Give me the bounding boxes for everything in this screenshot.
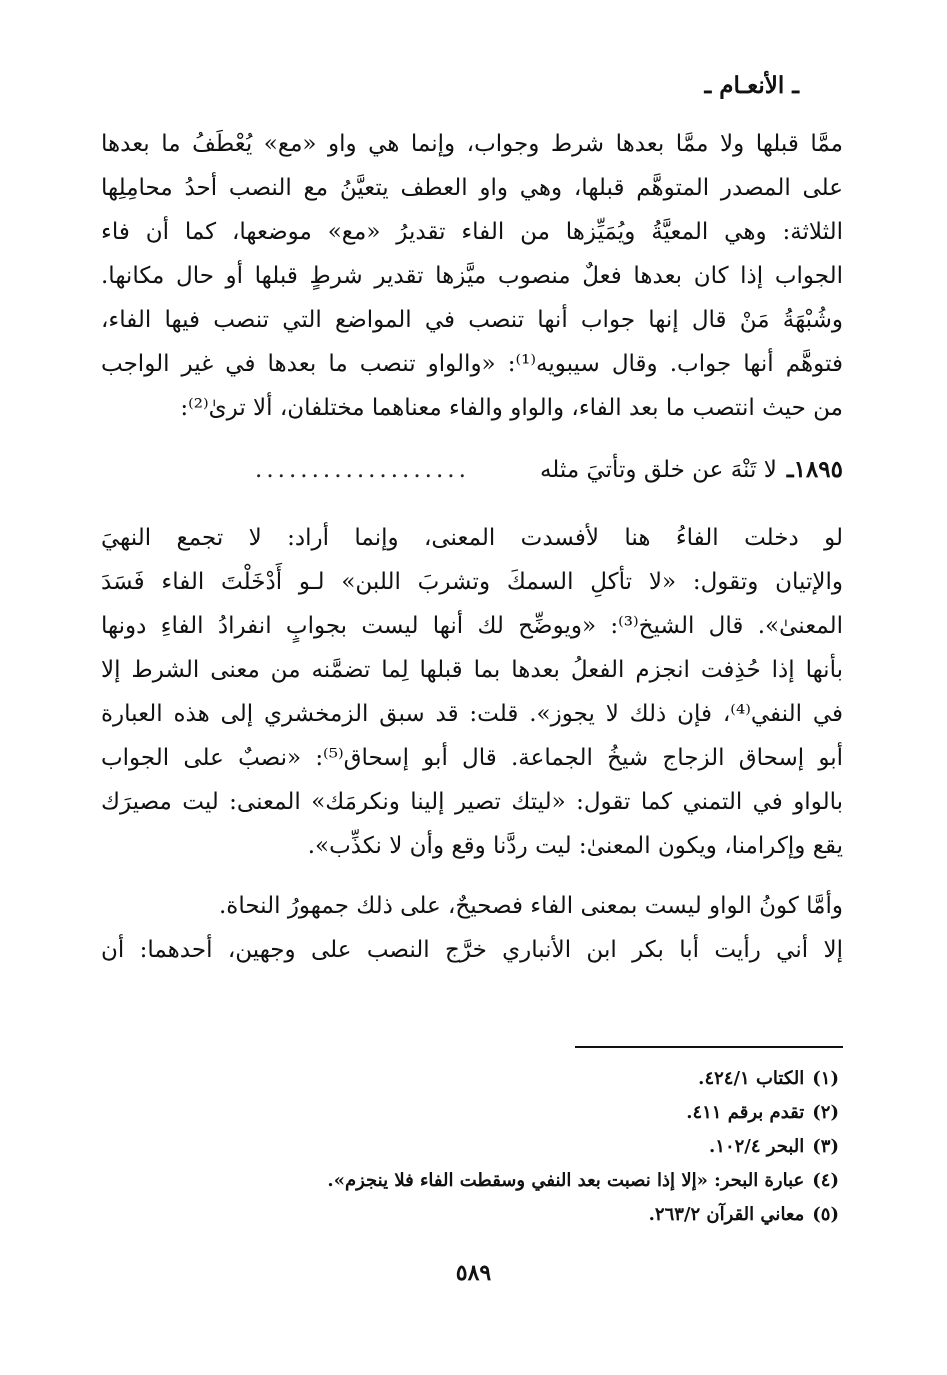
verse-line <box>101 446 843 494</box>
verse-text: لا تَنْهَ عن خلق وتأتيَ مثله <box>539 457 777 483</box>
text-line: الثلاثة: وهي المعيَّةُ ويُمَيِّزها من الفاء تقديرُ «مع» موضعها، كما أن فاء <box>101 219 843 245</box>
footnote <box>139 1164 839 1198</box>
text-line: ممَّا قبلها ولا ممَّا بعدها شرط وجواب، وإنما هي واو «مع» يُعْطَفُ ما بعدها <box>101 131 843 157</box>
footnote-text: البحر ١٠٢/٤. <box>709 1136 805 1157</box>
text-line: وأمَّا كونُ الواو ليست بمعنى الفاء فصحيحٌ، على ذلك جمهورُ النحاة. <box>218 893 843 919</box>
text-line: في النفي⁽⁴⁾، فإن ذلك لا يجوز». قلت: قد سبق الزمخشري إلى هذه العبارة <box>101 701 843 727</box>
footnote <box>139 1198 839 1232</box>
footnote-number: (١) <box>812 1068 839 1089</box>
text-line: المعنىٰ». قال الشيخ⁽³⁾: «ويوضِّح لك أنها ليست بجوابٍ انفرادُ الفاءِ دونها <box>101 613 843 639</box>
footnote-text: عبارة البحر: «إلا إذا نصبت بعد النفي وسقطت الفاء فلا ينجزم». <box>327 1170 805 1191</box>
text-line: بأنها إذا حُذِفت انجزم الفعلُ بعدها بما قبلها لِما تضمَّنه من معنى الشرط إلا <box>101 657 843 683</box>
footnote-number: (٣) <box>812 1136 839 1157</box>
paragraph-1 <box>101 122 843 430</box>
running-title: ـ الأنعـام ـ <box>704 72 799 99</box>
text-line: وشُبْهَةُ مَنْ قال إنها جواب أنها تنصب في المواضع التي تنصب فيها الفاء، <box>101 307 843 333</box>
footnotes <box>139 1062 839 1232</box>
footnote-number: (٢) <box>812 1102 839 1123</box>
text-line: على المصدر المتوهَّم قبلها، وهي واو العطف يتعيَّنُ مع النصب أحدُ محامِلِها <box>101 175 843 201</box>
footnote-number: (٤) <box>812 1170 839 1191</box>
text-line: أبو إسحاق الزجاج شيخُ الجماعة. قال أبو إسحاق⁽⁵⁾: «نصبٌ على الجواب <box>101 745 843 771</box>
footnote-divider <box>575 1046 843 1048</box>
footnote <box>139 1062 839 1096</box>
text-line: والإتيان وتقول: «لا تأكلِ السمكَ وتشربَ اللبن» لـو أَدْخَلْتَ الفاء فَسَدَ <box>101 569 843 595</box>
text-line: إلا أني رأيت أبا بكر ابن الأنباري خرَّج النصب على وجهين، أحدهما: أن <box>101 937 843 963</box>
footnote <box>139 1096 839 1130</box>
footnote-text: معاني القرآن ٢٦٣/٢. <box>648 1204 805 1225</box>
main-text <box>101 122 843 972</box>
text-line: لو دخلت الفاءُ هنا لأفسدت المعنى، وإنما أراد: لا تجمع النهيَ <box>101 525 843 551</box>
verse-number: ١٨٩٥ـ <box>786 456 843 483</box>
text-line: يقع وإكرامنا، ويكون المعنىٰ: ليت ردَّنا وقع وأن لا نكذِّب». <box>307 833 843 859</box>
footnote-text: تقدم برقم ٤١١. <box>686 1102 805 1123</box>
text-line: بالواو في التمني كما تقول: «ليتك تصير إلينا ونكرمَك» المعنى: ليت مصيرَك <box>101 789 843 815</box>
text-line: الجواب إذا كان بعدها فعلٌ منصوب ميَّزها تقدير شرطٍ قبلها أو حال مكانها. <box>101 263 843 289</box>
verse-ellipsis: ................... <box>255 457 470 483</box>
page-number: ٥٨٩ <box>455 1260 492 1286</box>
paragraph-2 <box>101 516 843 868</box>
text-line: من حيث انتصب ما بعد الفاء، والواو والفاء معناهما مختلفان، ألا ترىٰ⁽²⁾: <box>180 395 843 421</box>
footnote-text: الكتاب ٤٢٤/١. <box>698 1068 805 1089</box>
text-line: فتوهَّم أنها جواب. وقال سيبويه⁽¹⁾: «والواو تنصب ما بعدها في غير الواجب <box>101 351 843 377</box>
footnote <box>139 1130 839 1164</box>
paragraph-3 <box>101 884 843 972</box>
footnote-number: (٥) <box>812 1204 839 1225</box>
